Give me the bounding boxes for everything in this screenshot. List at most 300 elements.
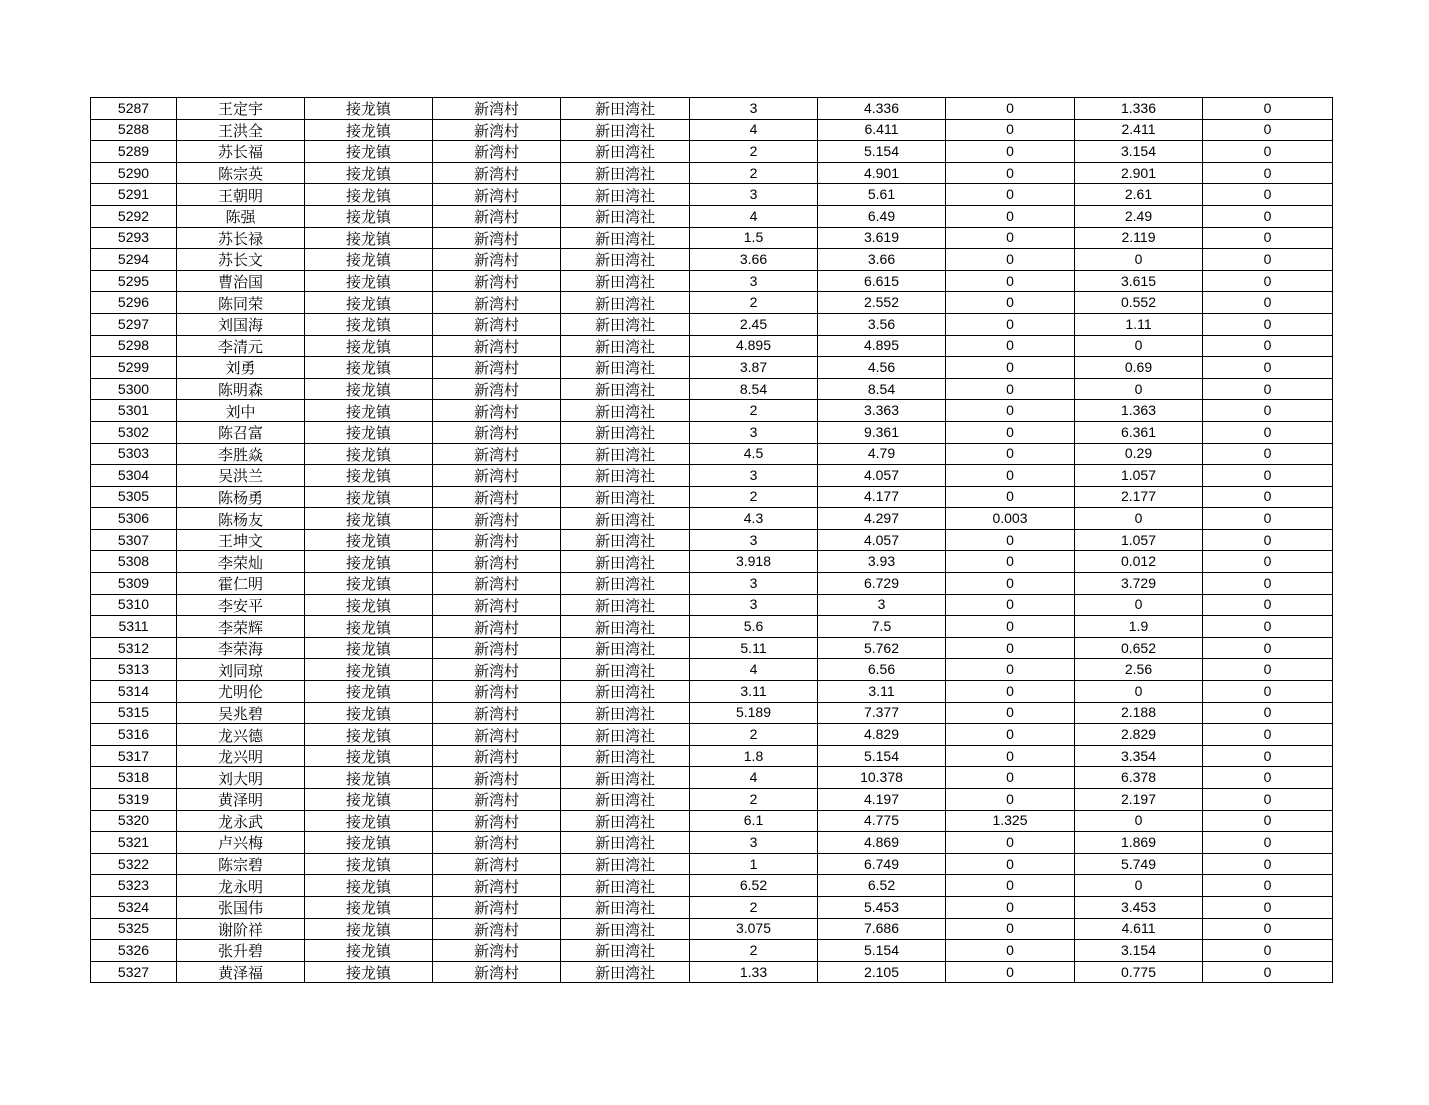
cell-town: 接龙镇 <box>305 249 433 271</box>
cell-village: 新湾村 <box>433 832 561 854</box>
cell-name: 陈宗碧 <box>177 853 305 875</box>
table-row <box>91 810 1333 832</box>
cell-group: 新田湾社 <box>561 443 690 465</box>
cell-town: 接龙镇 <box>305 961 433 983</box>
cell-value-c: 0 <box>946 659 1075 681</box>
cell-value-b: 4.057 <box>818 465 946 487</box>
cell-record-id: 5296 <box>91 292 177 314</box>
cell-town: 接龙镇 <box>305 918 433 940</box>
cell-value-c: 0 <box>946 767 1075 789</box>
cell-value-d: 1.057 <box>1075 529 1203 551</box>
cell-record-id: 5301 <box>91 400 177 422</box>
cell-group: 新田湾社 <box>561 335 690 357</box>
cell-value-a: 1.33 <box>690 961 818 983</box>
cell-name: 卢兴梅 <box>177 832 305 854</box>
cell-value-d: 3.154 <box>1075 940 1203 962</box>
cell-value-a: 1.5 <box>690 227 818 249</box>
cell-value-b: 5.762 <box>818 637 946 659</box>
cell-value-c: 0 <box>946 162 1075 184</box>
cell-value-a: 2 <box>690 400 818 422</box>
cell-value-b: 6.52 <box>818 875 946 897</box>
cell-value-b: 5.154 <box>818 141 946 163</box>
cell-name: 李安平 <box>177 594 305 616</box>
cell-name: 陈明森 <box>177 378 305 400</box>
cell-group: 新田湾社 <box>561 681 690 703</box>
cell-name: 黄泽福 <box>177 961 305 983</box>
cell-value-b: 4.775 <box>818 810 946 832</box>
table-row <box>91 249 1333 271</box>
cell-value-b: 8.54 <box>818 378 946 400</box>
cell-name: 刘勇 <box>177 357 305 379</box>
cell-name: 陈召富 <box>177 421 305 443</box>
cell-value-c: 0 <box>946 378 1075 400</box>
cell-value-e: 0 <box>1203 551 1333 573</box>
cell-value-e: 0 <box>1203 529 1333 551</box>
cell-value-e: 0 <box>1203 681 1333 703</box>
cell-value-a: 1.8 <box>690 745 818 767</box>
cell-group: 新田湾社 <box>561 940 690 962</box>
cell-value-b: 5.61 <box>818 184 946 206</box>
cell-village: 新湾村 <box>433 767 561 789</box>
cell-village: 新湾村 <box>433 940 561 962</box>
table-row <box>91 940 1333 962</box>
cell-value-d: 2.61 <box>1075 184 1203 206</box>
cell-name: 龙兴明 <box>177 745 305 767</box>
cell-value-d: 1.9 <box>1075 616 1203 638</box>
cell-value-e: 0 <box>1203 357 1333 379</box>
cell-group: 新田湾社 <box>561 594 690 616</box>
cell-group: 新田湾社 <box>561 421 690 443</box>
cell-value-b: 4.197 <box>818 789 946 811</box>
cell-record-id: 5290 <box>91 162 177 184</box>
cell-value-e: 0 <box>1203 98 1333 120</box>
cell-value-b: 4.869 <box>818 832 946 854</box>
cell-town: 接龙镇 <box>305 702 433 724</box>
table-row <box>91 551 1333 573</box>
cell-group: 新田湾社 <box>561 659 690 681</box>
cell-value-e: 0 <box>1203 486 1333 508</box>
table-row <box>91 508 1333 530</box>
cell-group: 新田湾社 <box>561 616 690 638</box>
table-row <box>91 745 1333 767</box>
cell-value-d: 0.29 <box>1075 443 1203 465</box>
cell-value-b: 6.729 <box>818 573 946 595</box>
cell-village: 新湾村 <box>433 98 561 120</box>
cell-record-id: 5299 <box>91 357 177 379</box>
cell-value-c: 0 <box>946 529 1075 551</box>
cell-value-e: 0 <box>1203 659 1333 681</box>
cell-value-b: 6.49 <box>818 205 946 227</box>
cell-town: 接龙镇 <box>305 205 433 227</box>
cell-town: 接龙镇 <box>305 573 433 595</box>
cell-value-d: 2.197 <box>1075 789 1203 811</box>
cell-village: 新湾村 <box>433 659 561 681</box>
cell-group: 新田湾社 <box>561 378 690 400</box>
cell-town: 接龙镇 <box>305 529 433 551</box>
cell-value-c: 0 <box>946 98 1075 120</box>
table-row <box>91 313 1333 335</box>
cell-value-a: 3 <box>690 465 818 487</box>
cell-record-id: 5295 <box>91 270 177 292</box>
cell-value-b: 4.177 <box>818 486 946 508</box>
cell-record-id: 5319 <box>91 789 177 811</box>
cell-village: 新湾村 <box>433 205 561 227</box>
cell-record-id: 5322 <box>91 853 177 875</box>
cell-value-d: 2.119 <box>1075 227 1203 249</box>
cell-village: 新湾村 <box>433 573 561 595</box>
cell-value-e: 0 <box>1203 918 1333 940</box>
cell-record-id: 5302 <box>91 421 177 443</box>
cell-value-e: 0 <box>1203 400 1333 422</box>
cell-value-a: 3 <box>690 421 818 443</box>
table-row <box>91 896 1333 918</box>
cell-value-b: 3 <box>818 594 946 616</box>
cell-value-d: 0 <box>1075 249 1203 271</box>
cell-group: 新田湾社 <box>561 702 690 724</box>
cell-value-a: 3 <box>690 832 818 854</box>
cell-village: 新湾村 <box>433 400 561 422</box>
cell-village: 新湾村 <box>433 378 561 400</box>
cell-value-e: 0 <box>1203 292 1333 314</box>
cell-town: 接龙镇 <box>305 292 433 314</box>
cell-value-a: 4.895 <box>690 335 818 357</box>
cell-record-id: 5305 <box>91 486 177 508</box>
cell-record-id: 5308 <box>91 551 177 573</box>
cell-village: 新湾村 <box>433 918 561 940</box>
cell-value-e: 0 <box>1203 335 1333 357</box>
cell-value-e: 0 <box>1203 421 1333 443</box>
table-row <box>91 832 1333 854</box>
cell-value-c: 0 <box>946 184 1075 206</box>
cell-value-a: 2 <box>690 940 818 962</box>
table-row <box>91 119 1333 141</box>
cell-group: 新田湾社 <box>561 961 690 983</box>
cell-value-a: 5.11 <box>690 637 818 659</box>
cell-value-b: 2.105 <box>818 961 946 983</box>
cell-value-a: 4.3 <box>690 508 818 530</box>
cell-record-id: 5316 <box>91 724 177 746</box>
cell-group: 新田湾社 <box>561 724 690 746</box>
cell-value-a: 4 <box>690 205 818 227</box>
cell-value-a: 4 <box>690 659 818 681</box>
cell-town: 接龙镇 <box>305 594 433 616</box>
cell-village: 新湾村 <box>433 292 561 314</box>
cell-town: 接龙镇 <box>305 616 433 638</box>
cell-value-e: 0 <box>1203 637 1333 659</box>
cell-group: 新田湾社 <box>561 98 690 120</box>
cell-record-id: 5291 <box>91 184 177 206</box>
cell-value-d: 3.354 <box>1075 745 1203 767</box>
cell-village: 新湾村 <box>433 551 561 573</box>
cell-record-id: 5323 <box>91 875 177 897</box>
cell-value-a: 2 <box>690 162 818 184</box>
cell-value-b: 4.336 <box>818 98 946 120</box>
cell-value-b: 3.11 <box>818 681 946 703</box>
cell-value-d: 0 <box>1075 810 1203 832</box>
cell-name: 苏长福 <box>177 141 305 163</box>
cell-town: 接龙镇 <box>305 551 433 573</box>
cell-value-b: 4.895 <box>818 335 946 357</box>
cell-name: 谢阶祥 <box>177 918 305 940</box>
cell-village: 新湾村 <box>433 875 561 897</box>
cell-village: 新湾村 <box>433 421 561 443</box>
cell-name: 陈同荣 <box>177 292 305 314</box>
data-table <box>90 97 1333 983</box>
cell-town: 接龙镇 <box>305 745 433 767</box>
cell-value-a: 6.1 <box>690 810 818 832</box>
cell-village: 新湾村 <box>433 810 561 832</box>
cell-value-c: 0 <box>946 832 1075 854</box>
cell-value-b: 3.66 <box>818 249 946 271</box>
cell-value-b: 3.93 <box>818 551 946 573</box>
cell-value-c: 0 <box>946 119 1075 141</box>
cell-value-e: 0 <box>1203 573 1333 595</box>
cell-record-id: 5297 <box>91 313 177 335</box>
cell-town: 接龙镇 <box>305 98 433 120</box>
cell-value-c: 0 <box>946 486 1075 508</box>
cell-group: 新田湾社 <box>561 227 690 249</box>
cell-value-a: 5.189 <box>690 702 818 724</box>
cell-village: 新湾村 <box>433 896 561 918</box>
cell-name: 陈杨勇 <box>177 486 305 508</box>
cell-value-d: 1.336 <box>1075 98 1203 120</box>
cell-town: 接龙镇 <box>305 162 433 184</box>
cell-value-a: 3 <box>690 573 818 595</box>
cell-name: 王定宇 <box>177 98 305 120</box>
cell-village: 新湾村 <box>433 745 561 767</box>
cell-value-a: 4 <box>690 767 818 789</box>
cell-name: 李荣灿 <box>177 551 305 573</box>
cell-name: 黄泽明 <box>177 789 305 811</box>
cell-town: 接龙镇 <box>305 443 433 465</box>
cell-group: 新田湾社 <box>561 832 690 854</box>
table-row <box>91 357 1333 379</box>
cell-value-d: 2.49 <box>1075 205 1203 227</box>
table-row <box>91 724 1333 746</box>
cell-name: 张国伟 <box>177 896 305 918</box>
table-row <box>91 702 1333 724</box>
cell-village: 新湾村 <box>433 529 561 551</box>
table-row <box>91 141 1333 163</box>
cell-value-a: 4.5 <box>690 443 818 465</box>
cell-value-d: 6.361 <box>1075 421 1203 443</box>
cell-town: 接龙镇 <box>305 810 433 832</box>
table-row <box>91 681 1333 703</box>
cell-village: 新湾村 <box>433 853 561 875</box>
cell-value-d: 0 <box>1075 594 1203 616</box>
cell-value-c: 0 <box>946 270 1075 292</box>
cell-name: 李清元 <box>177 335 305 357</box>
cell-town: 接龙镇 <box>305 227 433 249</box>
cell-value-e: 0 <box>1203 875 1333 897</box>
cell-group: 新田湾社 <box>561 184 690 206</box>
cell-value-d: 2.177 <box>1075 486 1203 508</box>
cell-value-e: 0 <box>1203 832 1333 854</box>
cell-value-e: 0 <box>1203 313 1333 335</box>
cell-record-id: 5294 <box>91 249 177 271</box>
cell-value-c: 1.325 <box>946 810 1075 832</box>
cell-value-a: 3.87 <box>690 357 818 379</box>
cell-value-a: 6.52 <box>690 875 818 897</box>
cell-name: 王朝明 <box>177 184 305 206</box>
cell-record-id: 5289 <box>91 141 177 163</box>
cell-record-id: 5324 <box>91 896 177 918</box>
cell-village: 新湾村 <box>433 227 561 249</box>
cell-group: 新田湾社 <box>561 529 690 551</box>
cell-value-c: 0 <box>946 594 1075 616</box>
cell-value-e: 0 <box>1203 205 1333 227</box>
cell-record-id: 5315 <box>91 702 177 724</box>
cell-value-d: 3.729 <box>1075 573 1203 595</box>
cell-record-id: 5303 <box>91 443 177 465</box>
cell-town: 接龙镇 <box>305 659 433 681</box>
cell-village: 新湾村 <box>433 486 561 508</box>
cell-value-d: 3.615 <box>1075 270 1203 292</box>
cell-value-d: 1.11 <box>1075 313 1203 335</box>
cell-village: 新湾村 <box>433 508 561 530</box>
table-row <box>91 98 1333 120</box>
table-row <box>91 637 1333 659</box>
cell-value-d: 0 <box>1075 508 1203 530</box>
cell-value-a: 2.45 <box>690 313 818 335</box>
cell-record-id: 5307 <box>91 529 177 551</box>
cell-value-c: 0 <box>946 724 1075 746</box>
cell-value-a: 2 <box>690 292 818 314</box>
cell-group: 新田湾社 <box>561 465 690 487</box>
cell-village: 新湾村 <box>433 465 561 487</box>
cell-town: 接龙镇 <box>305 896 433 918</box>
table-row <box>91 659 1333 681</box>
cell-value-e: 0 <box>1203 896 1333 918</box>
cell-value-d: 1.057 <box>1075 465 1203 487</box>
table-row <box>91 789 1333 811</box>
cell-value-a: 2 <box>690 896 818 918</box>
cell-value-c: 0 <box>946 400 1075 422</box>
cell-value-c: 0 <box>946 940 1075 962</box>
table-row <box>91 573 1333 595</box>
cell-value-c: 0 <box>946 313 1075 335</box>
cell-village: 新湾村 <box>433 961 561 983</box>
cell-value-e: 0 <box>1203 249 1333 271</box>
cell-value-b: 6.56 <box>818 659 946 681</box>
cell-name: 曹治国 <box>177 270 305 292</box>
cell-record-id: 5292 <box>91 205 177 227</box>
cell-value-d: 6.378 <box>1075 767 1203 789</box>
cell-value-a: 3 <box>690 98 818 120</box>
table-row <box>91 443 1333 465</box>
cell-value-c: 0 <box>946 961 1075 983</box>
cell-value-e: 0 <box>1203 961 1333 983</box>
cell-town: 接龙镇 <box>305 832 433 854</box>
cell-value-e: 0 <box>1203 184 1333 206</box>
cell-town: 接龙镇 <box>305 184 433 206</box>
cell-value-b: 6.411 <box>818 119 946 141</box>
cell-value-e: 0 <box>1203 227 1333 249</box>
table-body <box>91 98 1333 983</box>
cell-group: 新田湾社 <box>561 745 690 767</box>
cell-name: 吴洪兰 <box>177 465 305 487</box>
cell-value-d: 5.749 <box>1075 853 1203 875</box>
cell-value-d: 2.901 <box>1075 162 1203 184</box>
cell-value-c: 0 <box>946 465 1075 487</box>
cell-value-b: 7.377 <box>818 702 946 724</box>
cell-value-a: 3.075 <box>690 918 818 940</box>
cell-value-e: 0 <box>1203 745 1333 767</box>
cell-value-d: 3.453 <box>1075 896 1203 918</box>
cell-value-a: 3 <box>690 594 818 616</box>
cell-value-b: 4.56 <box>818 357 946 379</box>
cell-name: 张升碧 <box>177 940 305 962</box>
cell-town: 接龙镇 <box>305 421 433 443</box>
cell-value-a: 8.54 <box>690 378 818 400</box>
cell-record-id: 5313 <box>91 659 177 681</box>
cell-value-b: 5.154 <box>818 745 946 767</box>
cell-name: 陈强 <box>177 205 305 227</box>
cell-value-e: 0 <box>1203 702 1333 724</box>
cell-value-b: 4.057 <box>818 529 946 551</box>
cell-value-b: 4.79 <box>818 443 946 465</box>
cell-village: 新湾村 <box>433 270 561 292</box>
cell-village: 新湾村 <box>433 313 561 335</box>
cell-value-b: 3.619 <box>818 227 946 249</box>
cell-value-a: 2 <box>690 486 818 508</box>
cell-group: 新田湾社 <box>561 400 690 422</box>
cell-name: 刘大明 <box>177 767 305 789</box>
cell-town: 接龙镇 <box>305 400 433 422</box>
cell-value-e: 0 <box>1203 141 1333 163</box>
table-row <box>91 162 1333 184</box>
table-row <box>91 292 1333 314</box>
cell-value-d: 0.652 <box>1075 637 1203 659</box>
cell-value-b: 2.552 <box>818 292 946 314</box>
cell-value-d: 0 <box>1075 335 1203 357</box>
cell-group: 新田湾社 <box>561 508 690 530</box>
cell-group: 新田湾社 <box>561 162 690 184</box>
cell-value-c: 0 <box>946 249 1075 271</box>
cell-group: 新田湾社 <box>561 918 690 940</box>
cell-town: 接龙镇 <box>305 486 433 508</box>
cell-town: 接龙镇 <box>305 853 433 875</box>
cell-village: 新湾村 <box>433 789 561 811</box>
cell-value-b: 4.297 <box>818 508 946 530</box>
cell-value-b: 7.686 <box>818 918 946 940</box>
cell-group: 新田湾社 <box>561 810 690 832</box>
cell-town: 接龙镇 <box>305 875 433 897</box>
table-row <box>91 421 1333 443</box>
cell-name: 李胜焱 <box>177 443 305 465</box>
cell-village: 新湾村 <box>433 335 561 357</box>
cell-town: 接龙镇 <box>305 465 433 487</box>
cell-village: 新湾村 <box>433 616 561 638</box>
cell-name: 刘同琼 <box>177 659 305 681</box>
cell-value-b: 3.56 <box>818 313 946 335</box>
cell-value-c: 0 <box>946 616 1075 638</box>
cell-village: 新湾村 <box>433 141 561 163</box>
cell-value-b: 4.829 <box>818 724 946 746</box>
table-row <box>91 335 1333 357</box>
cell-value-e: 0 <box>1203 616 1333 638</box>
cell-value-c: 0 <box>946 335 1075 357</box>
cell-group: 新田湾社 <box>561 270 690 292</box>
cell-record-id: 5310 <box>91 594 177 616</box>
cell-village: 新湾村 <box>433 184 561 206</box>
cell-value-d: 0.775 <box>1075 961 1203 983</box>
cell-group: 新田湾社 <box>561 637 690 659</box>
cell-value-c: 0 <box>946 918 1075 940</box>
cell-value-c: 0 <box>946 573 1075 595</box>
cell-town: 接龙镇 <box>305 681 433 703</box>
cell-value-e: 0 <box>1203 594 1333 616</box>
